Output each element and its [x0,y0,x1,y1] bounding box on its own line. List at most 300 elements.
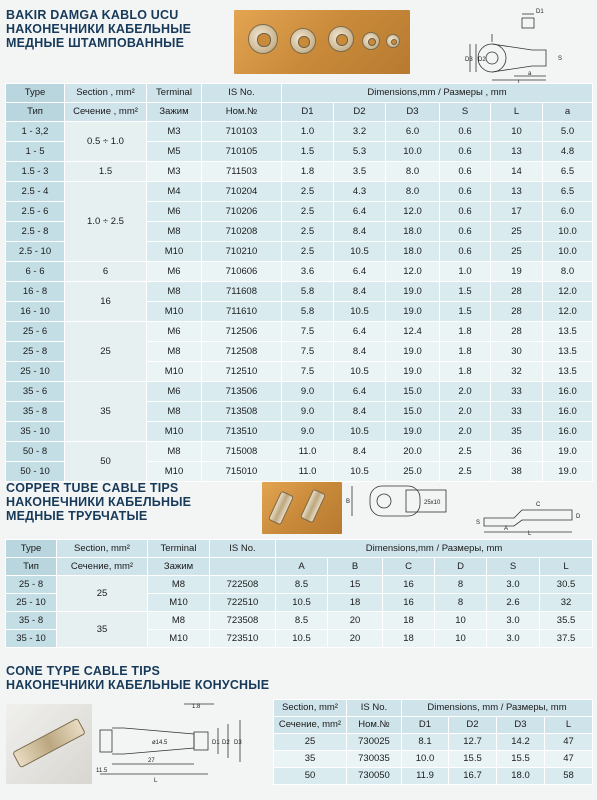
dimension-cell: 32 [540,594,593,612]
is-number-cell: 723508 [210,612,276,630]
tube-drawing-d-label: D [576,514,581,520]
dimension-cell: 5.8 [282,282,334,302]
is-number-cell: 713510 [202,422,282,442]
section-header-ru: Сечение , mm² [65,103,147,122]
drawing-l-label: L [518,80,522,84]
terminal-header-ru: Зажим [147,103,202,122]
dimension-cell: 10.5 [334,302,386,322]
dimension-cell: 2.6 [487,594,540,612]
type-cell: 50 - 8 [6,442,65,462]
dimension-cell: 0.6 [440,162,491,182]
type-cell: 16 - 10 [6,302,65,322]
dimension-cell: 10.0 [386,142,440,162]
dimension-cell: 18.0 [386,222,440,242]
dimension-cell: 6.0 [543,202,593,222]
is-number-cell: 712510 [202,362,282,382]
dimension-cell: 19.0 [543,462,593,482]
section-header: Section , mm² [65,84,147,103]
dimension-cell: 15.5 [449,751,497,768]
is-number-cell: 722508 [210,576,276,594]
dim-col-header-d3: D3 [497,717,545,734]
cone-drawing-t4: ø14.5 [152,740,168,746]
section2-title-line1: COPPER TUBE CABLE TIPS [6,481,179,495]
is-header-ru: Ном.№ [202,103,282,122]
dimension-cell: 0.6 [440,142,491,162]
tube-tips-table [5,539,593,648]
tube-drawing-l-label: L [528,531,532,536]
type-cell: 6 - 6 [6,262,65,282]
table-row [6,122,593,142]
dim-col-header-c: C [383,558,435,576]
cone-drawing-t5: D1 [212,740,220,746]
table-row [6,182,593,202]
table-row [6,382,593,402]
dimension-cell: 2.5 [282,202,334,222]
terminal-cell: M10 [147,422,202,442]
dimension-cell: 1.8 [440,362,491,382]
dimension-cell: 0.6 [440,222,491,242]
dimension-cell: 16.0 [543,422,593,442]
terminal-cell: M10 [147,362,202,382]
section-cell: 25 [65,322,147,382]
is-number-cell: 715008 [202,442,282,462]
dimension-cell: 8.5 [276,612,328,630]
dimension-cell: 17 [491,202,543,222]
tube-tips-photo [262,482,342,534]
dimension-cell: 10 [435,630,487,648]
cone-drawing-t1: 1.8 [192,704,201,710]
dimension-cell: 47 [545,734,593,751]
is-number-cell: 713508 [202,402,282,422]
section2-title-line3: МЕДНЫЕ ТРУБЧАТЫЕ [6,509,148,523]
dimension-cell: 7.5 [282,322,334,342]
dimension-cell: 11.0 [282,442,334,462]
section1-title [6,8,191,50]
dimension-cell: 16.0 [543,382,593,402]
section-cell: 16 [65,282,147,322]
dimension-cell: 6.4 [334,382,386,402]
table-row [6,322,593,342]
tube-tips-body [6,576,593,648]
cone-is-header: IS No. [347,700,402,717]
dimension-cell: 7.5 [282,342,334,362]
is-number-cell: 712508 [202,342,282,362]
dim-col-header-s: S [487,558,540,576]
cone-section-header-ru: Сечение, mm² [274,717,347,734]
type-cell: 1 - 3,2 [6,122,65,142]
type-cell: 25 - 8 [6,342,65,362]
dim-col-header-d3: D3 [386,103,440,122]
dim-col-header-l: L [491,103,543,122]
dimension-cell: 10.5 [276,594,328,612]
tube-tip-drawing [344,480,594,536]
type-cell: 35 - 8 [6,612,57,630]
section1-title-line3: МЕДНЫЕ ШТАМПОВАННЫЕ [6,36,185,50]
type-cell: 35 - 8 [6,402,65,422]
section-cell: 35 [57,612,148,648]
dimension-cell: 2.0 [440,422,491,442]
section-cell: 35 [274,751,347,768]
cone-drawing-t8: L [154,778,158,784]
tube-is-header: IS No. [210,540,276,558]
dimension-cell: 8.4 [334,282,386,302]
dimension-cell: 2.5 [282,242,334,262]
terminal-cell: M8 [147,342,202,362]
section-cell: 35 [65,382,147,442]
dimension-cell: 6.5 [543,162,593,182]
dimension-cell: 19.0 [386,362,440,382]
cone-section-header: Section, mm² [274,700,347,717]
dimension-cell: 38 [491,462,543,482]
terminal-cell: M10 [147,242,202,262]
table-row [6,282,593,302]
section2-title [6,481,191,523]
dimension-cell: 30.5 [540,576,593,594]
dimension-cell: 10 [435,612,487,630]
terminal-header: Terminal [147,84,202,103]
dimension-cell: 12.0 [543,302,593,322]
terminal-cell: M6 [147,202,202,222]
type-cell: 35 - 6 [6,382,65,402]
dimension-cell: 8 [435,594,487,612]
dimension-cell: 9.0 [282,382,334,402]
table-row [6,262,593,282]
tube-section-header: Section, mm² [57,540,148,558]
dimension-cell: 3.5 [334,162,386,182]
dimension-cell: 18 [328,594,383,612]
terminal-cell: M6 [147,322,202,342]
tube-drawing-a-label: A [504,526,509,532]
terminal-cell: M3 [147,162,202,182]
cone-tips-table [273,699,593,785]
dimension-cell: 15.0 [386,402,440,422]
dimension-cell: 16 [383,594,435,612]
dimension-cell: 19.0 [386,342,440,362]
terminal-cell: M5 [147,142,202,162]
terminal-cell: M8 [147,282,202,302]
dimension-cell: 1.0 [282,122,334,142]
dim-col-header-s: S [440,103,491,122]
dimension-cell: 58 [545,768,593,785]
section-cell: 1.0 ÷ 2.5 [65,182,147,262]
dimension-cell: 0.6 [440,202,491,222]
is-number-cell: 710606 [202,262,282,282]
table-row [274,734,593,751]
dimensions-header: Dimensions,mm / Размеры , mm [282,84,593,103]
type-cell: 2.5 - 4 [6,182,65,202]
dimension-cell: 7.5 [282,362,334,382]
tube-drawing-b-label: B [346,499,351,505]
dimension-cell: 4.8 [543,142,593,162]
dimension-cell: 19.0 [386,302,440,322]
dimension-cell: 2.5 [440,462,491,482]
dimension-cell: 10.5 [334,462,386,482]
dimension-cell: 19.0 [386,282,440,302]
drawing-d2-label: D2 [478,57,486,63]
cone-drawing-t2: 11.5 [96,768,108,774]
dimension-cell: 19.0 [543,442,593,462]
terminal-cell: M8 [147,442,202,462]
dimension-cell: 3.0 [487,576,540,594]
cone-drawing-t7: D3 [234,740,242,746]
terminal-cell: M6 [147,262,202,282]
dimension-cell: 12.0 [543,282,593,302]
dimension-cell: 8 [435,576,487,594]
dimension-cell: 10.5 [276,630,328,648]
is-number-cell: 710103 [202,122,282,142]
dimension-cell: 2.5 [282,182,334,202]
is-number-cell: 710208 [202,222,282,242]
type-cell: 1 - 5 [6,142,65,162]
dimension-cell: 16 [383,576,435,594]
dimension-cell: 10.0 [543,242,593,262]
tube-dimensions-header: Dimensions,mm / Размеры, mm [276,540,593,558]
cone-dimensions-header: Dimensions, mm / Размеры, mm [402,700,593,717]
dimension-cell: 18 [383,612,435,630]
dim-col-header-a: a [543,103,593,122]
dim-col-header-d: D [435,558,487,576]
dimension-cell: 15.0 [386,382,440,402]
is-number-cell: 722510 [210,594,276,612]
is-number-cell: 710204 [202,182,282,202]
dimension-cell: 13 [491,182,543,202]
is-number-cell: 711608 [202,282,282,302]
section-cell: 50 [274,768,347,785]
terminal-cell: M8 [148,576,210,594]
terminal-cell: M10 [147,462,202,482]
dim-col-header-d1: D1 [282,103,334,122]
type-cell: 25 - 10 [6,362,65,382]
dimension-cell: 35 [491,422,543,442]
is-number-cell: 723510 [210,630,276,648]
dimension-cell: 18.0 [386,242,440,262]
tube-drawing-dim-label: 25x10 [424,500,441,506]
dimension-cell: 2.5 [282,222,334,242]
ring-lugs-photo [234,10,410,74]
section-cell: 0.5 ÷ 1.0 [65,122,147,162]
section3-title [6,664,269,692]
drawing-a-label: a [528,71,532,77]
dimension-cell: 12.0 [386,202,440,222]
is-number-cell: 712506 [202,322,282,342]
dimension-cell: 11.0 [282,462,334,482]
cone-tip-photo [6,704,92,784]
dim-col-header-l: L [545,717,593,734]
is-number-cell: 711610 [202,302,282,322]
tube-is-header-ru-empty [210,558,276,576]
dimension-cell: 1.0 [440,262,491,282]
dimension-cell: 3.2 [334,122,386,142]
dimension-cell: 12.4 [386,322,440,342]
dimension-cell: 0.6 [440,122,491,142]
stamped-lugs-table [5,83,593,482]
dimension-cell: 9.0 [282,402,334,422]
dim-col-header-d1: D1 [402,717,449,734]
section-cell: 6 [65,262,147,282]
tube-terminal-header: Terminal [148,540,210,558]
dimension-cell: 5.8 [282,302,334,322]
ring-lug-drawing [462,6,572,84]
table-row [6,442,593,462]
type-cell: 35 - 10 [6,422,65,442]
dimension-cell: 1.5 [440,302,491,322]
is-number-cell: 713506 [202,382,282,402]
section1-title-line1: BAKIR DAMGA KABLO UCU [6,8,179,22]
dimension-cell: 8.0 [386,162,440,182]
is-header: IS No. [202,84,282,103]
type-cell: 25 - 8 [6,576,57,594]
type-cell: 25 - 10 [6,594,57,612]
table-row [6,612,593,630]
dimension-cell: 25.0 [386,462,440,482]
dim-col-header-b: B [328,558,383,576]
dimension-cell: 12.7 [449,734,497,751]
dimension-cell: 6.4 [334,202,386,222]
dimension-cell: 28 [491,322,543,342]
terminal-cell: M10 [148,630,210,648]
section-cell: 25 [274,734,347,751]
terminal-cell: M6 [147,382,202,402]
dimension-cell: 33 [491,402,543,422]
type-header: Type [6,84,65,103]
cone-is-header-ru: Ном.№ [347,717,402,734]
dimension-cell: 28 [491,282,543,302]
dimension-cell: 2.0 [440,402,491,422]
table-row [6,576,593,594]
section3-title-line1: CONE TYPE CABLE TIPS [6,664,161,678]
terminal-cell: M8 [148,612,210,630]
type-cell: 16 - 8 [6,282,65,302]
dimension-cell: 15.5 [497,751,545,768]
dimension-cell: 8.0 [386,182,440,202]
type-cell: 2.5 - 10 [6,242,65,262]
section-cell: 25 [57,576,148,612]
dim-col-header-d2: D2 [449,717,497,734]
cone-drawing-t6: D2 [222,740,230,746]
is-number-cell: 715010 [202,462,282,482]
dim-col-header-d2: D2 [334,103,386,122]
dimension-cell: 47 [545,751,593,768]
terminal-cell: M8 [147,402,202,422]
dimension-cell: 6.5 [543,182,593,202]
cone-tips-body [274,734,593,785]
dimension-cell: 8.1 [402,734,449,751]
dimension-cell: 18.0 [497,768,545,785]
terminal-cell: M8 [147,222,202,242]
tube-type-header-ru: Тип [6,558,57,576]
dimension-cell: 11.9 [402,768,449,785]
table-row [274,751,593,768]
terminal-cell: M3 [147,122,202,142]
dimension-cell: 0.6 [440,242,491,262]
terminal-cell: M10 [147,302,202,322]
dimension-cell: 30 [491,342,543,362]
dimension-cell: 10.0 [543,222,593,242]
tube-type-header: Type [6,540,57,558]
terminal-cell: M4 [147,182,202,202]
dimension-cell: 20.0 [386,442,440,462]
dimension-cell: 36 [491,442,543,462]
tube-terminal-header-ru: Зажим [148,558,210,576]
dimension-cell: 18 [383,630,435,648]
type-header-ru: Тип [6,103,65,122]
is-number-cell: 710210 [202,242,282,262]
dimension-cell: 8.4 [334,342,386,362]
dimension-cell: 8.4 [334,442,386,462]
dimension-cell: 20 [328,612,383,630]
cone-drawing-t3: 27 [148,758,155,764]
dimension-cell: 35.5 [540,612,593,630]
drawing-d3-label: D3 [465,57,473,63]
dimension-cell: 8.5 [276,576,328,594]
table-row [6,162,593,182]
dimension-cell: 3.0 [487,612,540,630]
dimension-cell: 6.4 [334,262,386,282]
section1-title-line2: НАКОНЕЧНИКИ КАБЕЛЬНЫЕ [6,22,192,36]
dimension-cell: 1.5 [282,142,334,162]
dimension-cell: 0.6 [440,182,491,202]
dimension-cell: 4.3 [334,182,386,202]
dimension-cell: 19 [491,262,543,282]
dimension-cell: 25 [491,222,543,242]
type-cell: 2.5 - 6 [6,202,65,222]
dimension-cell: 5.3 [334,142,386,162]
dimension-cell: 3.6 [282,262,334,282]
dimension-cell: 13.5 [543,322,593,342]
cone-tip-drawing [94,700,270,786]
dimension-cell: 1.8 [440,322,491,342]
is-number-cell: 710206 [202,202,282,222]
section-cell: 1.5 [65,162,147,182]
dim-col-header-a: A [276,558,328,576]
section2-title-line2: НАКОНЕЧНИКИ КАБЕЛЬНЫЕ [6,495,192,509]
dimension-cell: 6.0 [386,122,440,142]
dimension-cell: 25 [491,242,543,262]
dimension-cell: 12.0 [386,262,440,282]
dimension-cell: 10.0 [402,751,449,768]
dimension-cell: 19.0 [386,422,440,442]
tube-drawing-c-label: C [536,502,541,508]
tube-drawing-s-label: S [476,520,481,526]
dimension-cell: 6.4 [334,322,386,342]
dimension-cell: 10.5 [334,362,386,382]
dimension-cell: 10 [491,122,543,142]
dim-col-header-l: L [540,558,593,576]
dimension-cell: 20 [328,630,383,648]
dimension-cell: 1.5 [440,282,491,302]
dimension-cell: 1.8 [282,162,334,182]
is-number-cell: 730050 [347,768,402,785]
dimension-cell: 28 [491,302,543,322]
dimension-cell: 8.4 [334,222,386,242]
section3-title-line2: НАКОНЕЧНИКИ КАБЕЛЬНЫЕ КОНУСНЫЕ [6,678,270,692]
tube-section-header-ru: Сечение, mm² [57,558,148,576]
section-cell: 50 [65,442,147,482]
dimension-cell: 33 [491,382,543,402]
table-row [274,768,593,785]
drawing-s-label: S [558,56,563,62]
dimension-cell: 8.0 [543,262,593,282]
is-number-cell: 730025 [347,734,402,751]
stamped-lugs-body [6,122,593,482]
is-number-cell: 710105 [202,142,282,162]
dimension-cell: 37.5 [540,630,593,648]
dimension-cell: 15 [328,576,383,594]
type-cell: 25 - 6 [6,322,65,342]
dimension-cell: 9.0 [282,422,334,442]
type-cell: 50 - 10 [6,462,65,482]
dimension-cell: 16.0 [543,402,593,422]
